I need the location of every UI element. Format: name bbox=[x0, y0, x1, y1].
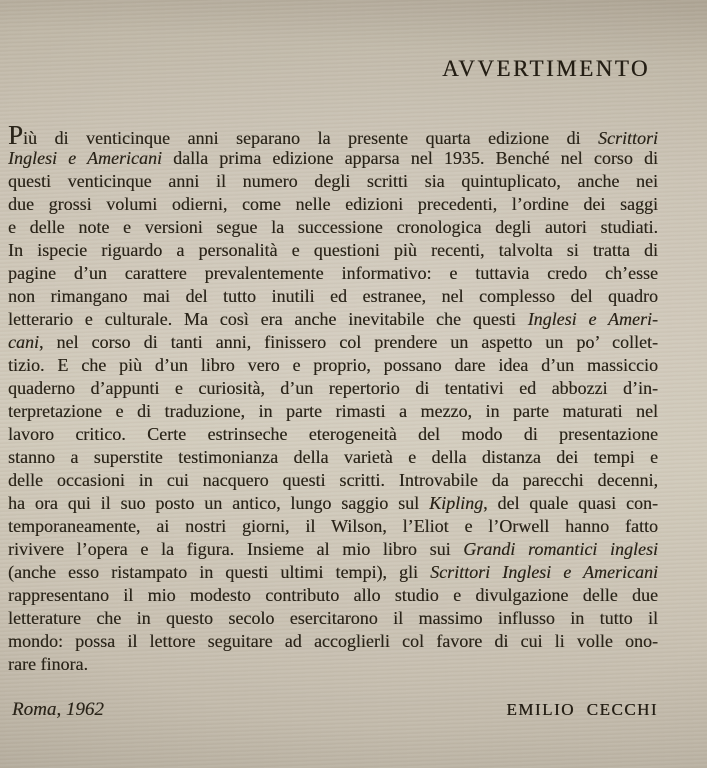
text-line: due grossi volumi odierni, come nelle edizioni precedenti, l’ordine dei saggi bbox=[8, 194, 658, 214]
text-line: (anche esso ristampato in questi ultimi tempi), gli Scrittori Inglesi e Americani bbox=[8, 562, 658, 582]
text-line: letterature che in questo secolo esercitarono il massimo influsso in tutto il bbox=[8, 608, 658, 628]
text-line: pagine d’un carattere prevalentemente informativo: e tuttavia credo ch’esse bbox=[8, 263, 658, 283]
page-title: AVVERTIMENTO bbox=[442, 56, 650, 81]
body-text bbox=[8, 120, 659, 676]
footer bbox=[12, 699, 658, 721]
text-line: In ispecie riguardo a personalità e questioni più recenti, talvolta si tratta di bbox=[8, 240, 658, 260]
text-line: letterario e culturale. Ma così era anche inevitabile che questi Inglesi e Ameri- bbox=[8, 309, 659, 329]
text-line: non rimangano mai del tutto inutili ed estranee, nel complesso del quadro bbox=[8, 286, 658, 306]
text-line: cani, nel corso di tanti anni, finissero col prendere un aspetto un po’ collet- bbox=[8, 332, 658, 352]
text-line: e delle note e versioni segue la successione cronologica degli autori studiati. bbox=[8, 217, 658, 237]
text-line: lavoro critico. Certe estrinseche eterogeneità del modo di presentazione bbox=[8, 424, 658, 444]
text-line: delle occasioni in cui nacquero questi scritti. Introvabile da parecchi decenni, bbox=[8, 470, 658, 490]
text-line: quaderno d’appunti e curiosità, d’un repertorio di tentativi ed abbozzi d’in- bbox=[8, 378, 658, 398]
text-line: tizio. E che più d’un libro vero e proprio, possano dare idea d’un massiccio bbox=[8, 355, 658, 375]
text-line: ha ora qui il suo posto un antico, lungo saggio sul Kipling, del quale quasi con- bbox=[8, 493, 659, 513]
text-line: rappresentano il mio modesto contributo allo studio e divulgazione delle due bbox=[8, 585, 658, 605]
text-line: stanno a superstite testimonianza della varietà e della distanza dei tempi e bbox=[8, 447, 658, 467]
text-line: temporaneamente, ai nostri giorni, il Wilson, l’Eliot e l’Orwell hanno fatto bbox=[8, 516, 658, 536]
author-name: EMILIO CECCHI bbox=[506, 700, 658, 719]
text-line: Più di venticinque anni separano la presente quarta edizione di Scrittori bbox=[8, 120, 658, 150]
text-line: terpretazione e di traduzione, in parte rimasti a mezzo, in parte maturati nel bbox=[8, 401, 658, 421]
text-line: rivivere l’opera e la figura. Insieme al mio libro sui Grandi romantici inglesi bbox=[8, 539, 658, 559]
text-line: Inglesi e Americani dalla prima edizione apparsa nel 1935. Benché nel corso di bbox=[8, 148, 658, 168]
place-date: Roma, 1962 bbox=[12, 699, 104, 720]
text-line: questi venticinque anni il numero degli scritti sia quintuplicato, anche nei bbox=[8, 171, 658, 191]
text-line: mondo: possa il lettore seguitare ad accoglierli col favore di cui li volle ono- bbox=[8, 631, 658, 651]
text-line: rare finora. bbox=[8, 654, 88, 674]
